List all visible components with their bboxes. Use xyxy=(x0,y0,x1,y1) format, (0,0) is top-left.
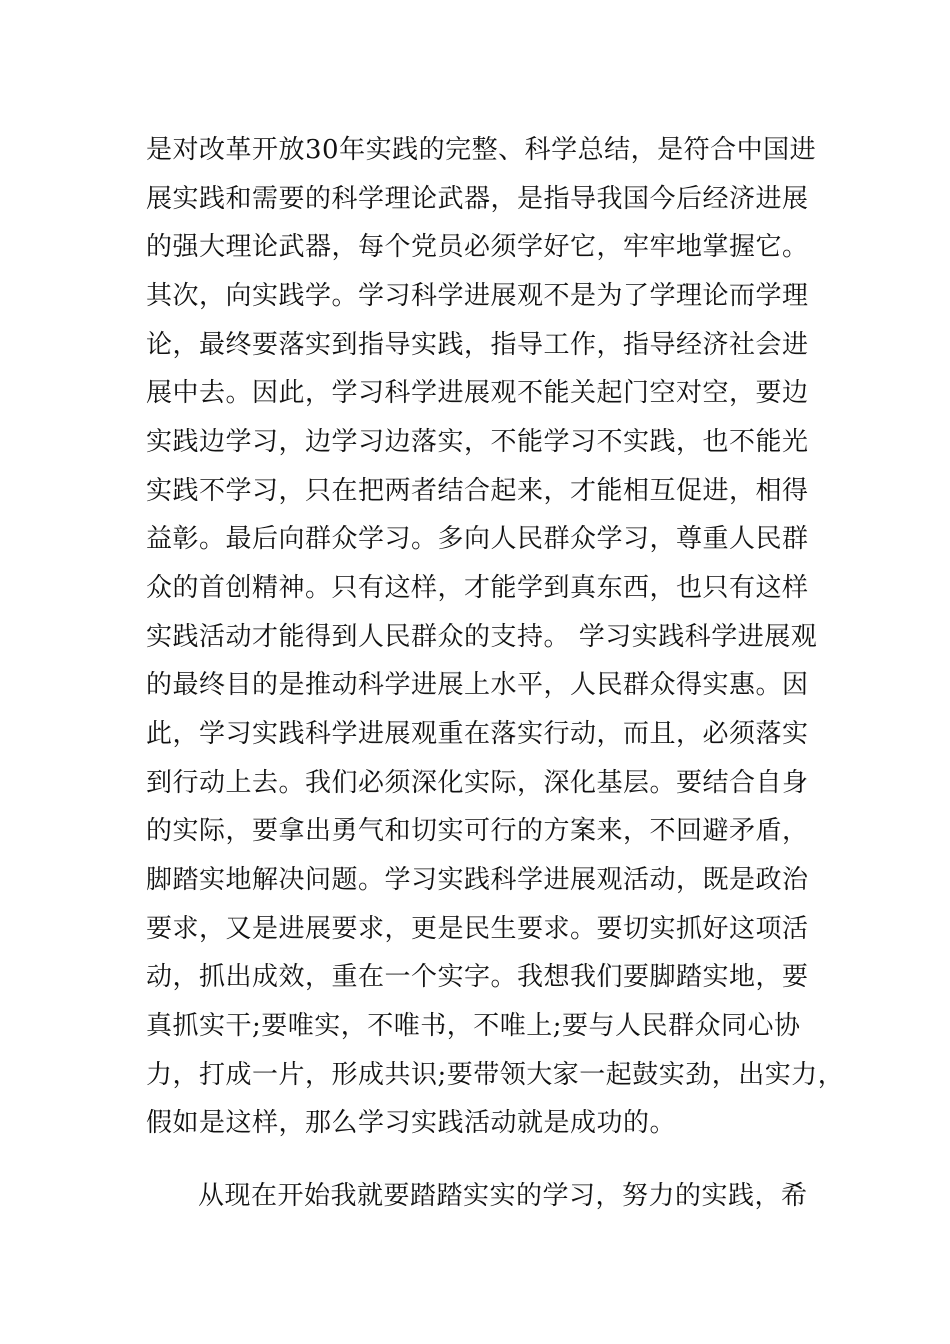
text-line: 其次，向实践学。学习科学进展观不是为了学理论而学理 xyxy=(146,281,809,311)
text-line: 力，打成一片，形成共识;要带领大家一起鼓实劲，出实力， xyxy=(146,1060,845,1090)
text-line: 此，学习实践科学进展观重在落实行动，而且，必须落实 xyxy=(146,719,809,749)
text-line: 实践不学习，只在把两者结合起来，才能相互促进，相得 xyxy=(146,476,809,506)
paragraph-first-line: 从现在开始我就要踏踏实实的学习，努力的实践，希 xyxy=(198,1181,808,1211)
text-line: 的强大理论武器，每个党员必须学好它，牢牢地掌握它。 xyxy=(146,232,809,262)
text-line: 到行动上去。我们必须深化实际，深化基层。要结合自身 xyxy=(146,768,809,798)
text-line: 实践活动才能得到人民群众的支持。 学习实践科学进展观 xyxy=(146,622,818,652)
text-line: 假如是这样，那么学习实践活动就是成功的。 xyxy=(146,1108,677,1138)
text-line: 的实际，要拿出勇气和切实可行的方案来，不回避矛盾， xyxy=(146,816,809,846)
text-line: 是对改革开放30年实践的完整、科学总结，是符合中国进 xyxy=(146,135,817,165)
text-line: 的最终目的是推动科学进展上水平，人民群众得实惠。因 xyxy=(146,670,809,700)
text-line: 实践边学习，边学习边落实，不能学习不实践，也不能光 xyxy=(146,427,809,457)
text-line: 众的首创精神。只有这样，才能学到真东西，也只有这样 xyxy=(146,573,809,603)
text-line: 展中去。因此，学习科学进展观不能关起门空对空，要边 xyxy=(146,378,809,408)
text-line: 益彰。最后向群众学习。多向人民群众学习，尊重人民群 xyxy=(146,524,809,554)
text-line: 真抓实干;要唯实，不唯书，不唯上;要与人民群众同心协 xyxy=(146,1011,801,1041)
text-line: 动，抓出成效，重在一个实字。我想我们要脚踏实地，要 xyxy=(146,962,809,992)
text-line: 脚踏实地解决问题。学习实践科学进展观活动，既是政治 xyxy=(146,865,809,895)
text-line: 论，最终要落实到指导实践，指导工作，指导经济社会进 xyxy=(146,330,809,360)
text-line: 展实践和需要的科学理论武器，是指导我国今后经济进展 xyxy=(146,184,809,214)
text-line: 要求，又是进展要求，更是民生要求。要切实抓好这项活 xyxy=(146,914,809,944)
